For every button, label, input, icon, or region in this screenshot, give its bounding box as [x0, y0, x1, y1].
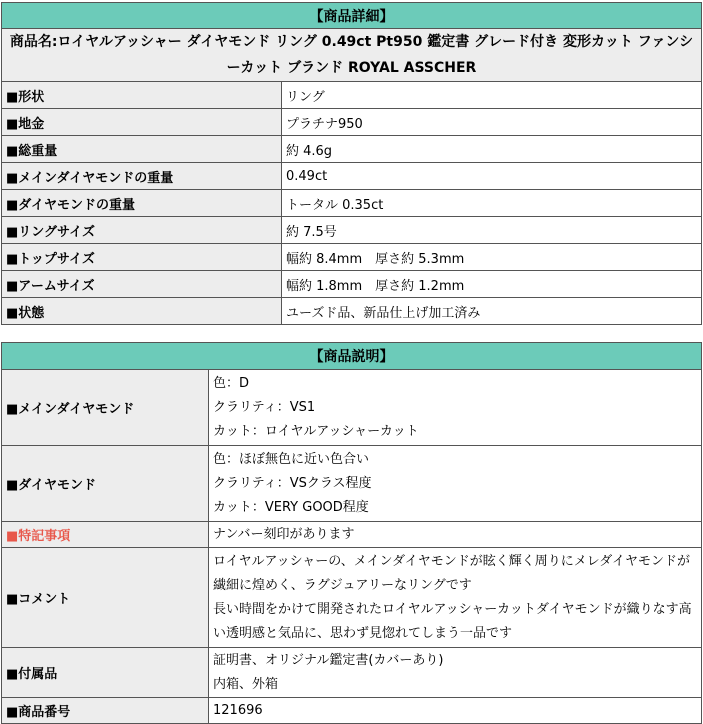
- comment-line: 長い時間をかけて開発されたロイヤルアッシャーカットダイヤモンドが織りなす高い透明感と気品に、思わず見惚れてしまう一品です: [213, 601, 692, 641]
- main-diamond-weight-label: ■メインダイヤモンドの重量: [2, 163, 282, 190]
- product-number-label: ■商品番号: [2, 698, 209, 724]
- special-note-label: ■特記事項: [2, 522, 209, 548]
- top-size-label: ■トップサイズ: [2, 244, 282, 271]
- diamond-weight-label: ■ダイヤモンドの重量: [2, 190, 282, 217]
- total-weight-value: 約 4.6g: [282, 136, 702, 163]
- main-diamond-clarity: クラリティ：VS1: [213, 399, 316, 415]
- product-name: 商品名:ロイヤルアッシャー ダイヤモンド リング 0.49ct Pt950 鑑定書 グレード付き 変形カット ファンシーカット ブランド ROYAL ASSCHER: [2, 29, 702, 82]
- accessories-line: 内箱、外箱: [213, 676, 279, 692]
- comment-label: ■コメント: [2, 548, 209, 648]
- diamond-clarity: クラリティ：VSクラス程度: [213, 475, 372, 491]
- arm-size-label: ■アームサイズ: [2, 271, 282, 298]
- metal-label: ■地金: [2, 109, 282, 136]
- main-diamond-weight-value: 0.49ct: [282, 163, 702, 190]
- condition-value: ユーズド品、新品仕上げ加工済み: [282, 298, 702, 325]
- comment-line: ロイヤルアッシャーの、メインダイヤモンドが眩く輝く周りにメレダイヤモンドが繊細に煌めく、ラグジュアリーなリングです: [213, 553, 690, 593]
- total-weight-label: ■総重量: [2, 136, 282, 163]
- ring-size-label: ■リングサイズ: [2, 217, 282, 244]
- ring-size-value: 約 7.5号: [282, 217, 702, 244]
- special-note-value: ナンバー刻印があります: [209, 522, 702, 548]
- accessories-label: ■付属品: [2, 648, 209, 698]
- main-diamond-label: ■メインダイヤモンド: [2, 370, 209, 446]
- shape-value: リング: [282, 82, 702, 109]
- main-diamond-cut: カット：ロイヤルアッシャーカット: [213, 423, 419, 439]
- details-header: 【商品詳細】: [2, 3, 702, 29]
- diamond-specs: [209, 446, 702, 522]
- diamond-color: 色：ほぼ無色に近い色合い: [213, 451, 370, 467]
- diamond-weight-value: トータル 0.35ct: [282, 190, 702, 217]
- accessories-line: 証明書、オリジナル鑑定書(カバーあり): [213, 652, 444, 668]
- description-header: 【商品説明】: [2, 343, 702, 370]
- main-diamond-color: 色：D: [213, 375, 250, 391]
- diamond-cut: カット：VERY GOOD程度: [213, 499, 369, 515]
- condition-label: ■状態: [2, 298, 282, 325]
- product-details-table: [1, 2, 702, 325]
- arm-size-value: 幅約 1.8mm 厚さ約 1.2mm: [282, 271, 702, 298]
- product-description-table: [1, 342, 702, 724]
- main-diamond-specs: [209, 370, 702, 446]
- diamond-label: ■ダイヤモンド: [2, 446, 209, 522]
- metal-value: プラチナ950: [282, 109, 702, 136]
- shape-label: ■形状: [2, 82, 282, 109]
- product-number-value: 121696: [209, 698, 702, 724]
- accessories-value: [209, 648, 702, 698]
- comment-text: [209, 548, 702, 648]
- top-size-value: 幅約 8.4mm 厚さ約 5.3mm: [282, 244, 702, 271]
